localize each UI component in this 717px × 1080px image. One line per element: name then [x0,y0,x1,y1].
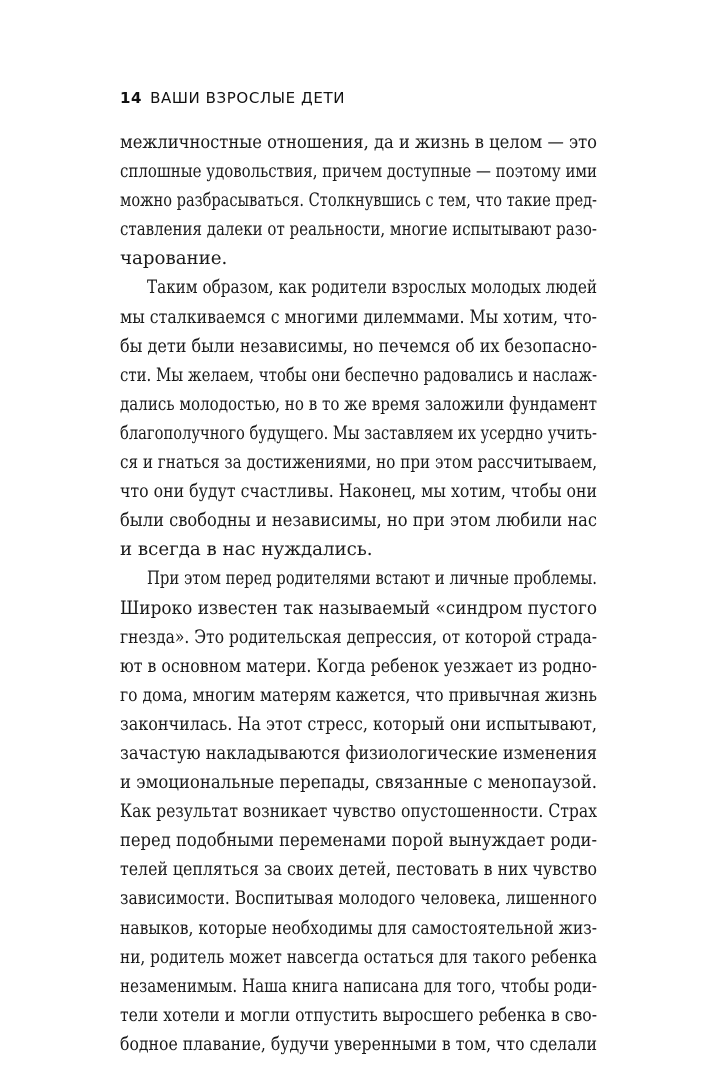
text-line: благополучного будущего. Мы заставляем их усердно учить- [120,422,598,444]
running-header [120,86,345,110]
book-title: ВАШИ ВЗРОСЛЫЕ ДЕТИ [150,89,346,107]
text-line: зависимости. Воспитывая молодого человека, лишенного [120,888,597,910]
text-line: дались молодостью, но в то же время заложили фундамент [120,393,597,415]
text-line: и всегда в нас нуждались. [120,539,373,561]
text-line: тели хотели и могли отпустить выросшего ребенка в сво- [120,1004,597,1026]
text-line: и эмоциональные перепады, связанные с менопаузой. [120,772,597,794]
text-line: чарование. [120,248,228,270]
text-line: ют в основном матери. Когда ребенок уезжает из родно- [120,655,597,677]
text-line: ни, родитель может навсегда остаться для такого ребенка [120,946,597,968]
text-line: сплошные удовольствия, причем доступные — поэтому ими [120,161,598,183]
text-line: незаменимым. Наша книга написана для того, чтобы роди- [120,975,598,997]
text-line: ся и гнаться за достижениями, но при этом рассчитываем, [120,452,598,474]
text-line: мы сталкиваемся с многими дилеммами. Мы хотим, что- [120,306,598,328]
text-line: сти. Мы желаем, чтобы они беспечно радовались и наслаж- [120,364,598,386]
text-line: межличностные отношения, да и жизнь в целом — это [120,132,597,153]
text-line: телей цепляться за своих детей, пестовать в них чувство [120,859,597,881]
text-line: можно разбрасываться. Столкнувшись с тем, что такие пред- [120,190,597,212]
text-line: го дома, многим матерям кажется, что привычная жизнь [120,684,597,706]
paragraph-first-line: При этом перед родителями встают и личные проблемы. [147,568,598,590]
body-text [120,128,717,1059]
text-line: закончилась. На этот стресс, который они испытывают, [120,713,598,735]
text-line: Как результат возникает чувство опустошенности. Страх [120,801,598,823]
text-line: ставления далеки от реальности, многие испытывают разо- [120,219,598,241]
text-line: зачастую накладываются физиологические изменения [120,742,597,764]
text-line: навыков, которые необходимы для самостоятельной жиз- [120,917,598,939]
page-number: 14 [120,89,143,107]
text-line: Широко известен так называемый «синдром пустого [120,597,598,619]
text-line: что они будут счастливы. Наконец, мы хотим, чтобы они [120,481,597,503]
text-line: были свободны и независимы, но при этом любили нас [120,510,598,532]
text-line: перед подобными переменами порой вынуждает роди- [120,830,597,852]
text-line: бодное плавание, будучи уверенными в том, что сделали [120,1033,597,1055]
paragraph-first-line: Таким образом, как родители взрослых молодых людей [147,277,597,299]
text-line: гнезда». Это родительская депрессия, от которой страда- [120,626,597,648]
text-line: бы дети были независимы, но печемся об их безопасно- [120,335,598,357]
